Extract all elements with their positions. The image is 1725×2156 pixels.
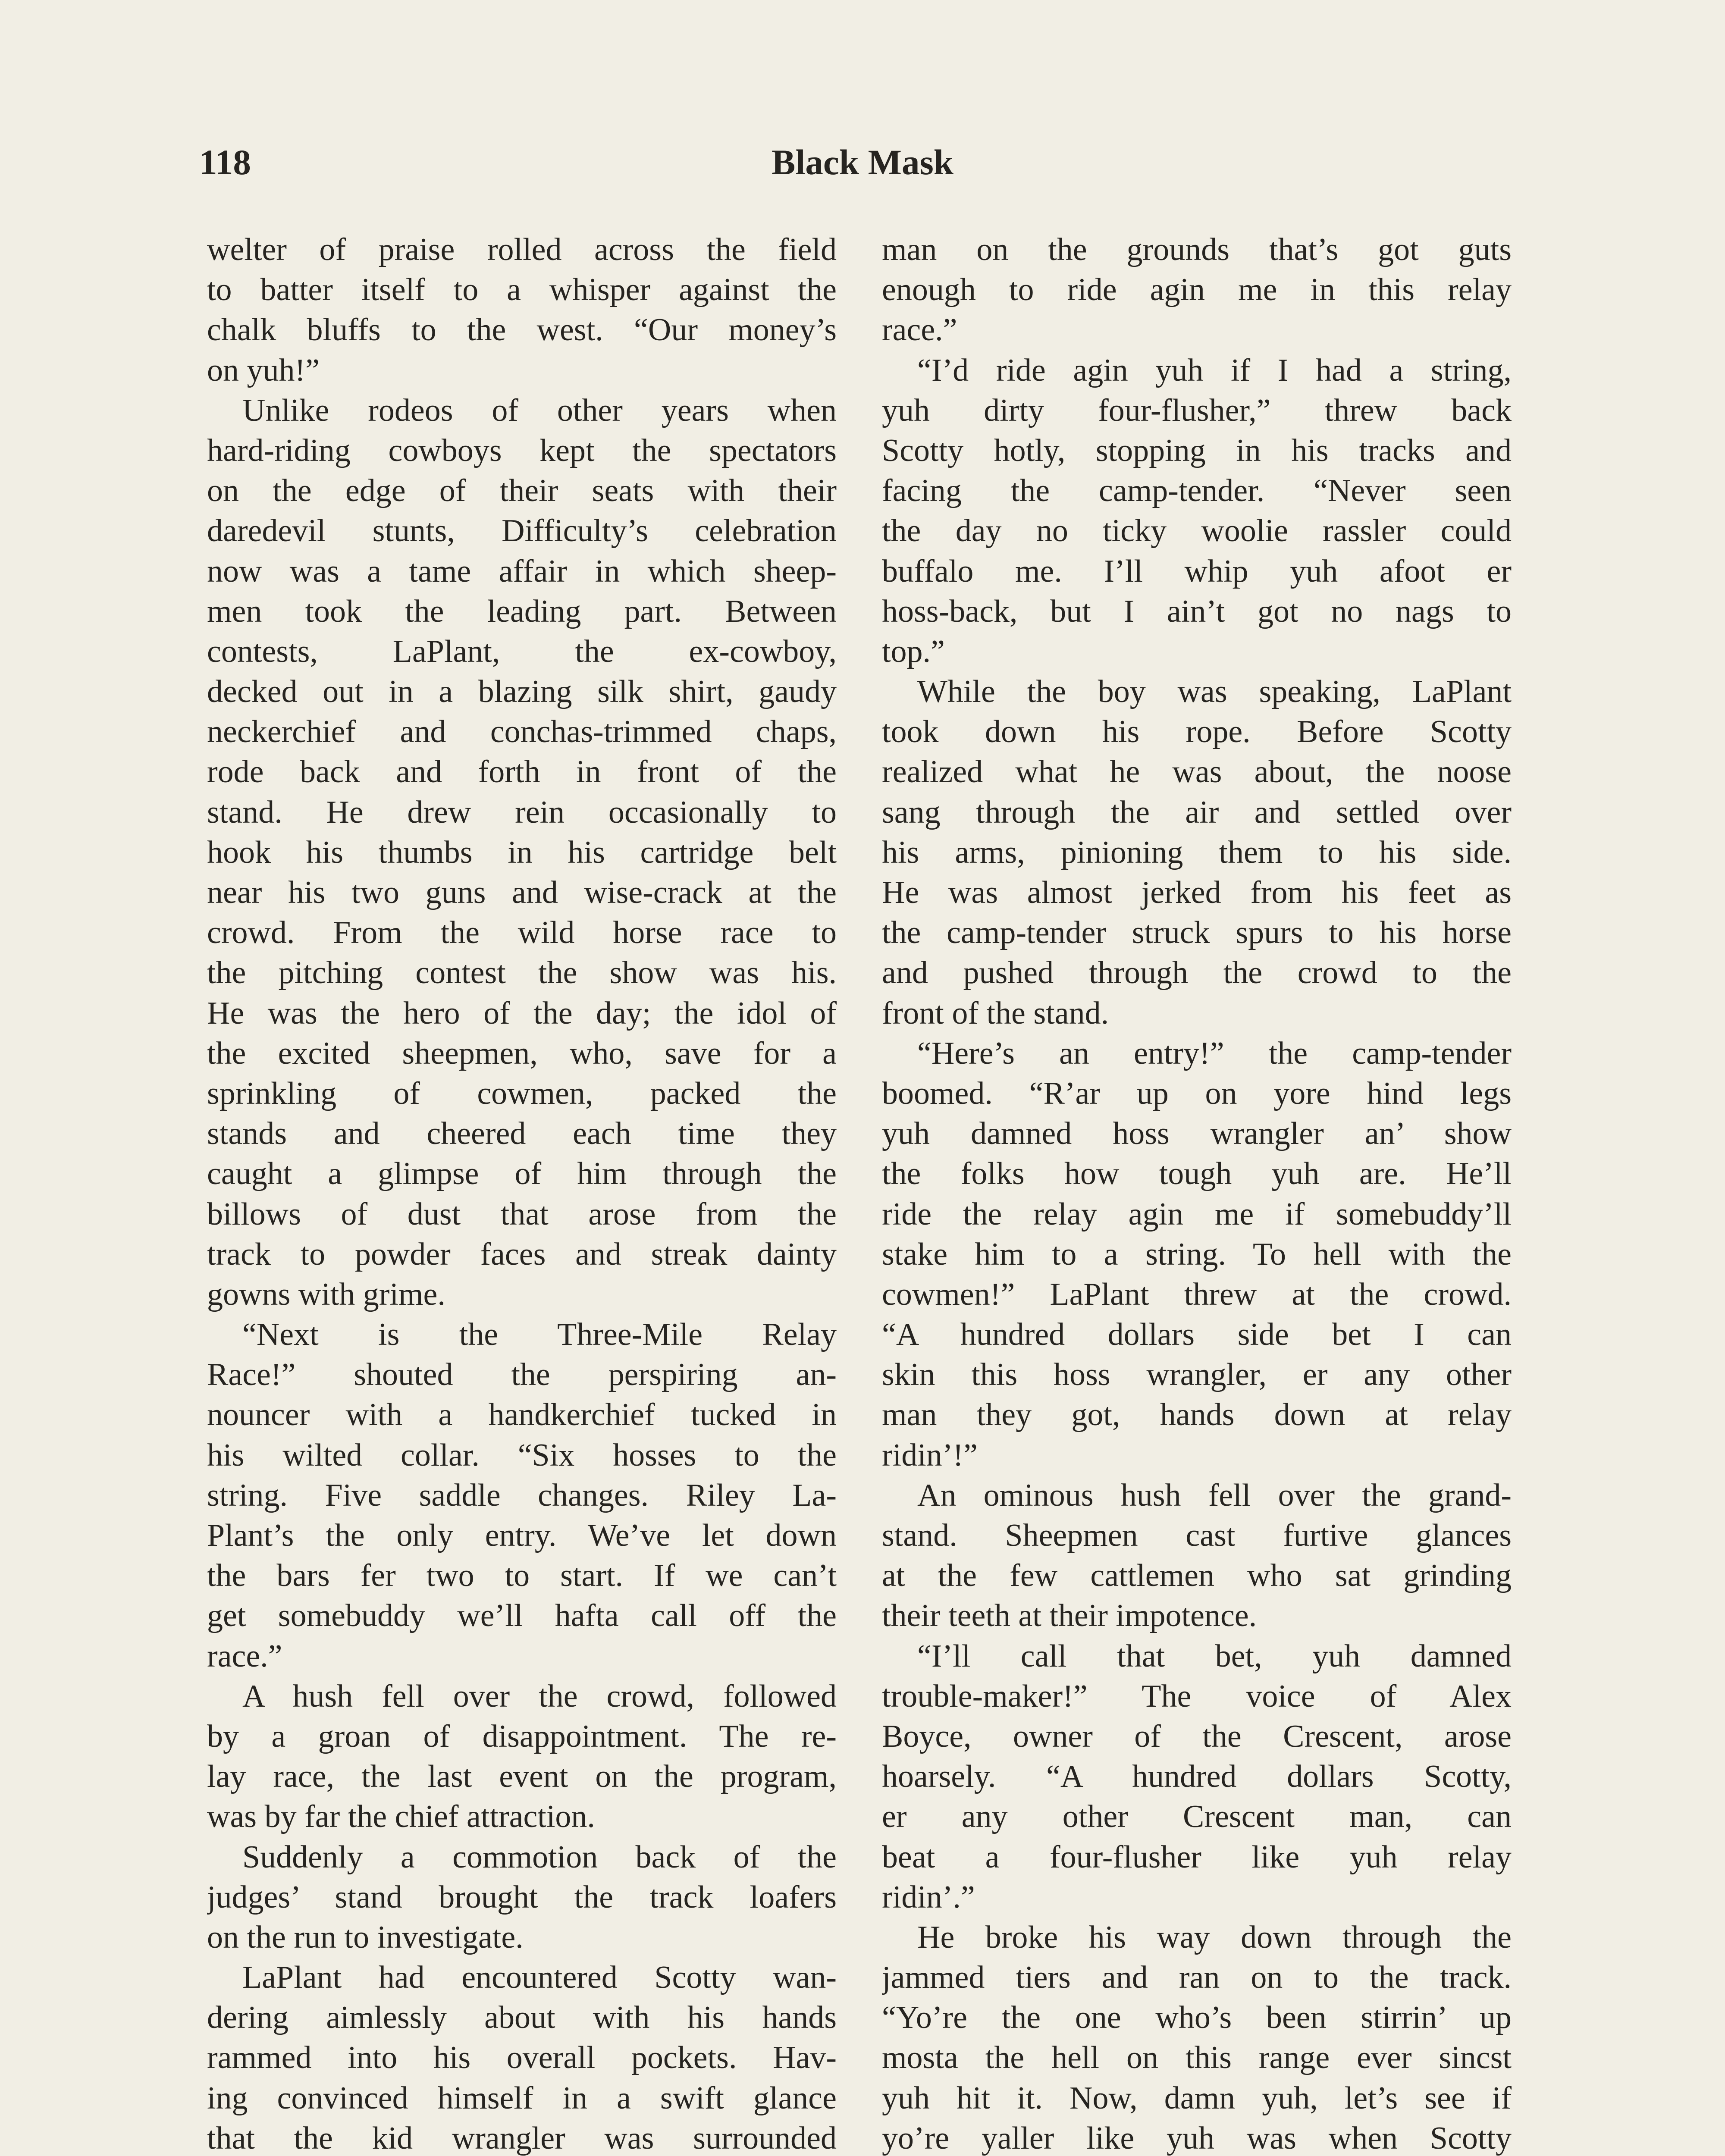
text-line: ing convinced himself in a swift glance bbox=[207, 2080, 837, 2116]
text-line: sprinkling of cowmen, packed the bbox=[207, 1075, 837, 1111]
text-line: yuh hit it. Now, damn yuh, let’s see if bbox=[882, 2080, 1512, 2116]
text-line: hard-riding cowboys kept the spectators bbox=[207, 432, 837, 468]
text-line: ridin’.” bbox=[882, 1879, 975, 1915]
text-line: er any other Crescent man, can bbox=[882, 1799, 1512, 1835]
text-line: the camp-tender struck spurs to his horse bbox=[882, 915, 1512, 951]
text-line: “Here’s an entry!” the camp-tender bbox=[917, 1035, 1512, 1071]
text-line: “Next is the Three-Mile Relay bbox=[242, 1317, 837, 1353]
text-line: his arms, pinioning them to his side. bbox=[882, 834, 1512, 870]
text-line: Unlike rodeos of other years when bbox=[242, 392, 837, 428]
text-line: stand. Sheepmen cast furtive glances bbox=[882, 1518, 1512, 1553]
text-line: caught a glimpse of him through the bbox=[207, 1156, 837, 1192]
text-line: at the few cattlemen who sat grinding bbox=[882, 1558, 1512, 1594]
text-line: was by far the chief attraction. bbox=[207, 1799, 595, 1835]
text-line: the folks how tough yuh are. He’ll bbox=[882, 1156, 1512, 1192]
text-line: Race!” shouted the perspiring an- bbox=[207, 1357, 837, 1393]
text-line: stand. He drew rein occasionally to bbox=[207, 794, 837, 830]
text-line: mosta the hell on this range ever sincst bbox=[882, 2040, 1512, 2076]
text-line: contests, LaPlant, the ex-cowboy, bbox=[207, 633, 837, 669]
text-line: hoss-back, but I ain’t got no nags to bbox=[882, 593, 1512, 629]
text-line: hook his thumbs in his cartridge belt bbox=[207, 834, 837, 870]
text-line: enough to ride agin me in this relay bbox=[882, 272, 1512, 308]
page-number: 118 bbox=[199, 142, 251, 182]
text-line: Plant’s the only entry. We’ve let down bbox=[207, 1518, 837, 1553]
text-line: “I’ll call that bet, yuh damned bbox=[917, 1638, 1512, 1674]
text-line: string. Five saddle changes. Riley La- bbox=[207, 1477, 837, 1513]
text-line: hoarsely. “A hundred dollars Scotty, bbox=[882, 1759, 1512, 1795]
text-line: “A hundred dollars side bet I can bbox=[882, 1317, 1512, 1353]
text-line: man they got, hands down at relay bbox=[882, 1397, 1512, 1433]
text-line: track to powder faces and streak dainty bbox=[207, 1236, 837, 1272]
text-line: billows of dust that arose from the bbox=[207, 1196, 837, 1232]
text-line: sang through the air and settled over bbox=[882, 794, 1512, 830]
text-line: stands and cheered each time they bbox=[207, 1116, 837, 1152]
text-line: “I’d ride agin yuh if I had a string, bbox=[917, 352, 1512, 388]
text-line: ride the relay agin me if somebuddy’ll bbox=[882, 1196, 1512, 1232]
text-line: the pitching contest the show was his. bbox=[207, 955, 837, 991]
text-line: their teeth at their impotence. bbox=[882, 1598, 1257, 1634]
running-head: Black Mask bbox=[772, 142, 953, 182]
text-line: yuh dirty four-flusher,” threw back bbox=[882, 392, 1512, 428]
text-line: top.” bbox=[882, 633, 945, 669]
text-line: decked out in a blazing silk shirt, gaudy bbox=[207, 674, 837, 710]
text-line: daredevil stunts, Difficulty’s celebration bbox=[207, 513, 837, 549]
text-line: rammed into his overall pockets. Hav- bbox=[207, 2040, 837, 2076]
text-line: welter of praise rolled across the field bbox=[207, 232, 837, 267]
text-line: front of the stand. bbox=[882, 995, 1109, 1031]
text-column-left bbox=[207, 230, 837, 2156]
text-line: men took the leading part. Between bbox=[207, 593, 837, 629]
text-line: realized what he was about, the noose bbox=[882, 754, 1512, 790]
text-line: the excited sheepmen, who, save for a bbox=[207, 1035, 837, 1071]
text-line: yo’re yaller like yuh was when Scotty bbox=[882, 2120, 1512, 2156]
text-line: Boyce, owner of the Crescent, arose bbox=[882, 1718, 1512, 1754]
text-line: nouncer with a handkerchief tucked in bbox=[207, 1397, 837, 1433]
text-line: rode back and forth in front of the bbox=[207, 754, 837, 790]
text-line: the day no ticky woolie rassler could bbox=[882, 513, 1512, 549]
text-line: now was a tame affair in which sheep- bbox=[207, 553, 837, 589]
text-line: Scotty hotly, stopping in his tracks and bbox=[882, 432, 1512, 468]
text-line: dering aimlessly about with his hands bbox=[207, 2000, 837, 2036]
text-line: Suddenly a commotion back of the bbox=[242, 1839, 837, 1875]
text-line: While the boy was speaking, LaPlant bbox=[917, 674, 1512, 710]
text-line: his wilted collar. “Six hosses to the bbox=[207, 1437, 837, 1473]
text-line: He was almost jerked from his feet as bbox=[882, 875, 1512, 910]
text-line: and pushed through the crowd to the bbox=[882, 955, 1512, 991]
text-line: the bars fer two to start. If we can’t bbox=[207, 1558, 837, 1594]
text-column-right bbox=[882, 230, 1512, 2156]
text-line: that the kid wrangler was surrounded bbox=[207, 2120, 837, 2156]
text-line: race.” bbox=[207, 1638, 282, 1674]
text-line: crowd. From the wild horse race to bbox=[207, 915, 837, 951]
text-line: buffalo me. I’ll whip yuh afoot er bbox=[882, 553, 1512, 589]
text-line: neckerchief and conchas-trimmed chaps, bbox=[207, 714, 837, 750]
text-line: chalk bluffs to the west. “Our money’s bbox=[207, 312, 837, 348]
text-line: to batter itself to a whisper against the bbox=[207, 272, 837, 308]
text-line: took down his rope. Before Scotty bbox=[882, 714, 1512, 750]
text-line: on the edge of their seats with their bbox=[207, 473, 837, 509]
text-line: An ominous hush fell over the grand- bbox=[917, 1477, 1512, 1513]
text-line: on yuh!” bbox=[207, 352, 320, 388]
text-line: He was the hero of the day; the idol of bbox=[207, 995, 837, 1031]
text-line: near his two guns and wise-crack at the bbox=[207, 875, 837, 910]
text-line: jammed tiers and ran on to the track. bbox=[882, 1960, 1512, 1996]
text-line: stake him to a string. To hell with the bbox=[882, 1236, 1512, 1272]
text-line: boomed. “R’ar up on yore hind legs bbox=[882, 1075, 1512, 1111]
text-line: race.” bbox=[882, 312, 957, 348]
text-line: yuh damned hoss wrangler an’ show bbox=[882, 1116, 1512, 1152]
text-line: judges’ stand brought the track loafers bbox=[207, 1879, 837, 1915]
text-line: “Yo’re the one who’s been stirrin’ up bbox=[882, 2000, 1512, 2036]
text-line: LaPlant had encountered Scotty wan- bbox=[242, 1960, 837, 1996]
text-line: by a groan of disappointment. The re- bbox=[207, 1718, 837, 1754]
text-line: get somebuddy we’ll hafta call off the bbox=[207, 1598, 837, 1634]
text-line: lay race, the last event on the program, bbox=[207, 1759, 837, 1795]
text-line: A hush fell over the crowd, followed bbox=[242, 1678, 837, 1714]
text-line: He broke his way down through the bbox=[917, 1919, 1512, 1955]
text-line: skin this hoss wrangler, er any other bbox=[882, 1357, 1512, 1393]
text-line: beat a four-flusher like yuh relay bbox=[882, 1839, 1512, 1875]
text-line: trouble-maker!” The voice of Alex bbox=[882, 1678, 1512, 1714]
text-line: cowmen!” LaPlant threw at the crowd. bbox=[882, 1276, 1512, 1312]
text-line: on the run to investigate. bbox=[207, 1919, 524, 1955]
text-line: facing the camp-tender. “Never seen bbox=[882, 473, 1512, 509]
text-line: man on the grounds that’s got guts bbox=[882, 232, 1512, 267]
text-line: gowns with grime. bbox=[207, 1276, 445, 1312]
text-line: ridin’!” bbox=[882, 1437, 978, 1473]
